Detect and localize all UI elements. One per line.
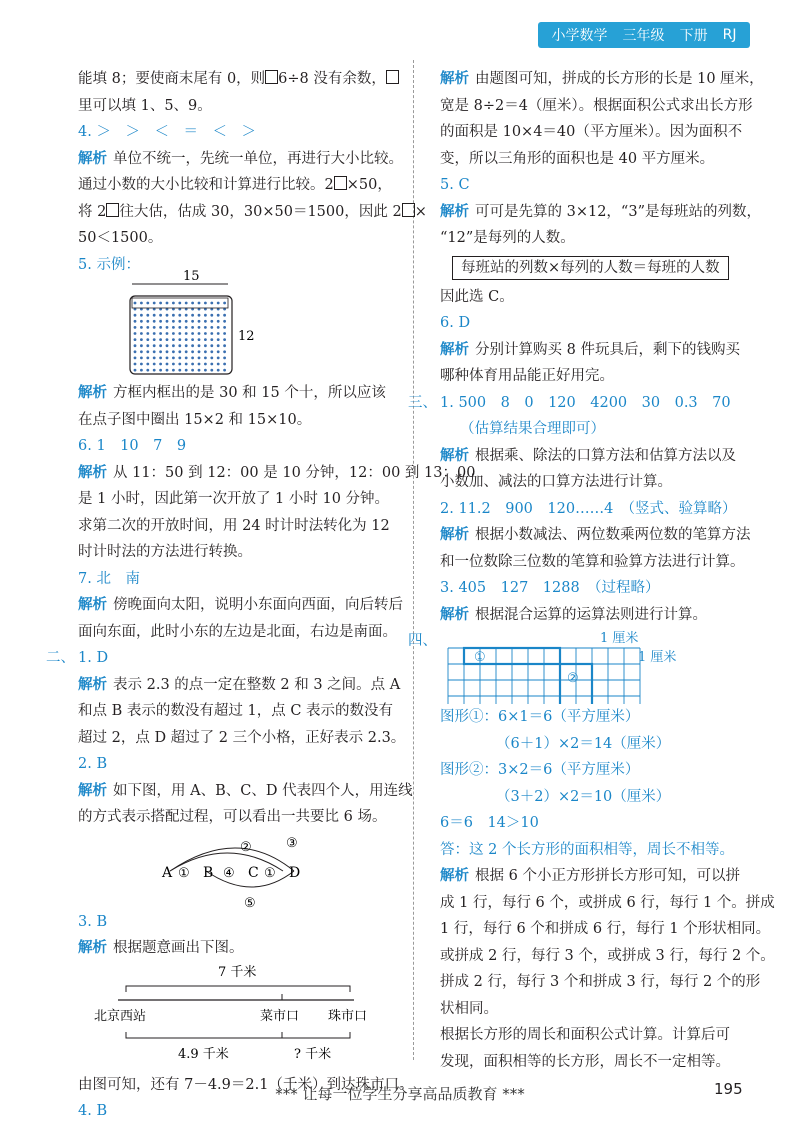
dot [146, 302, 149, 305]
answer-6: 6. 1 10 7 9 [78, 438, 187, 454]
text-line: 小数加、减法的口算方法进行计算。 [440, 474, 672, 490]
node-B: B [203, 864, 214, 881]
dot [210, 332, 213, 335]
dot [134, 314, 137, 317]
dot [204, 338, 207, 341]
analysis-s4: 解析 根据 6 个小正方形拼长方形可知，可以拼 [440, 868, 740, 884]
dot [134, 320, 137, 323]
text-line: 和一位数除三位数的笔算和验算方法进行计算。 [440, 553, 745, 570]
dot [223, 332, 226, 335]
segment-2: ? 千米 [294, 1046, 332, 1062]
analysis-s2q6: 解析 分别计算购买 8 件玩具后，剩下的钱购买 [440, 341, 740, 358]
segment-1: 4.9 千米 [178, 1046, 229, 1062]
dot [140, 344, 143, 347]
edition-label: RJ [722, 27, 737, 43]
dot [153, 363, 156, 366]
dot [159, 369, 162, 372]
dot [217, 369, 220, 372]
answer-4: 4. ＞ ＞ ＜ ＝ ＜ ＞ [78, 124, 256, 140]
grade-label: 三年级 [622, 28, 665, 44]
dot [166, 357, 169, 360]
match-2: ② [240, 839, 252, 855]
text-line: 拼成 2 行，每行 3 个和拼成 3 行，每行 2 个的形 [440, 974, 761, 990]
shape-2-perimeter: （3＋2）×2＝10（厘米） [496, 788, 671, 805]
dot [198, 350, 201, 353]
dot [146, 363, 149, 366]
dot [146, 338, 149, 341]
footer-slogan: *** 让每一位学生分享高品质教育 *** [275, 1085, 525, 1103]
shape-1-perimeter: （6＋1）×2＝14（厘米） [496, 735, 671, 752]
dot [172, 320, 175, 323]
shape-2-area: 图形②：3×2＝6（平方厘米） [440, 762, 640, 778]
label-15: 15 [183, 270, 200, 284]
match-diagram [78, 831, 396, 909]
section-4 [408, 628, 760, 704]
dot [223, 302, 226, 305]
match-4: ④ [223, 865, 235, 881]
analysis-s3q3: 解析 根据混合运算的运算法则进行计算。 [440, 606, 707, 623]
dot [166, 314, 169, 317]
dot [210, 338, 213, 341]
text-line: 1 行，每行 6 个和拼成 6 行，每行 1 个形状相同。 [440, 921, 771, 937]
answer-7: 7. 北 南 [78, 570, 140, 587]
dot [134, 332, 137, 335]
shape-1-label: ① [474, 650, 486, 665]
dot [217, 320, 220, 323]
analysis-s2q4: 解析 由题图可知，拼成的长方形的长是 10 厘米， [440, 71, 764, 87]
dot [146, 350, 149, 353]
dot [185, 369, 188, 372]
text-line: 或拼成 2 行，每行 3 个，或拼成 3 行，每行 2 个。 [440, 947, 775, 964]
dot [191, 357, 194, 360]
dot [146, 326, 149, 329]
dot [178, 320, 181, 323]
answer-s2q3: 3. B [78, 913, 108, 930]
dot [172, 363, 175, 366]
dot [166, 363, 169, 366]
text-line: 发现，面积相等的长方形，周长不一定相等。 [440, 1053, 730, 1070]
text-line: 哪种体育用品能正好用完。 [440, 368, 614, 384]
answer-s2q6: 6. D [440, 315, 471, 331]
text-line: 的面积是 10×4＝40（平方厘米）。因为面积不 [440, 124, 743, 140]
dot [198, 369, 201, 372]
blank-box [265, 70, 278, 84]
dot [204, 350, 207, 353]
dot [204, 344, 207, 347]
answer-5: 5. 示例： [78, 256, 140, 273]
text-line: “12”是每列的人数。 [440, 230, 575, 246]
dot [191, 338, 194, 341]
dot [172, 350, 175, 353]
unit-label-side: 1 厘米 [638, 650, 677, 665]
node-D: D [289, 864, 301, 881]
dot [191, 320, 194, 323]
dot [146, 314, 149, 317]
dot [178, 302, 181, 305]
estimate-note: （估算结果合理即可） [460, 421, 605, 437]
dot [178, 326, 181, 329]
dot-array [134, 302, 226, 372]
formula-box: 每班站的列数×每列的人数＝每班的人数 [452, 256, 729, 280]
label-12: 12 [238, 329, 255, 344]
dot [166, 338, 169, 341]
analysis-s2q5: 解析 可可是先算的 3×12，“3”是每班站的列数， [440, 203, 761, 220]
section-number: 三、 [408, 394, 437, 411]
dot [223, 320, 226, 323]
dot [185, 332, 188, 335]
dot [159, 344, 162, 347]
text-line: 时计时法的方法进行转换。 [78, 544, 252, 560]
header-banner [538, 22, 750, 48]
dot [153, 357, 156, 360]
answer-s3q3: 3. 405 127 1288 （过程略） [440, 580, 660, 596]
text-line: 求第二次的开放时间，用 24 时计时法转化为 12 [78, 517, 390, 534]
blank-box [386, 70, 399, 84]
analysis-s2q2: 解析 如下图，用 A、B、C、D 代表四个人，用连线 [78, 782, 413, 799]
dot [166, 350, 169, 353]
dot [223, 363, 226, 366]
text-line: 在点子图中圈出 15×2 和 15×10。 [78, 411, 312, 428]
dot [140, 369, 143, 372]
dot [159, 332, 162, 335]
dot [140, 320, 143, 323]
dot [223, 350, 226, 353]
dot [134, 369, 137, 372]
dot [204, 332, 207, 335]
text-line: 成 1 行，每行 6 个，或拼成 6 行，每行 1 个。拼成 [440, 894, 775, 911]
match-1: ① [178, 865, 190, 881]
conclusion: 答：这 2 个长方形的面积相等，周长不相等。 [440, 841, 734, 858]
text-line: 面向东面，此时小东的左边是北面，右边是南面。 [78, 623, 397, 640]
blank-box [106, 203, 119, 217]
answer-s3q2: 2. 11.2 900 120……4 （竖式、验算略） [440, 500, 737, 517]
dot [198, 332, 201, 335]
dot [153, 302, 156, 305]
dot [223, 369, 226, 372]
dot [153, 314, 156, 317]
dot [191, 326, 194, 329]
dot [223, 344, 226, 347]
analysis-5: 解析 方框内框出的是 30 和 15 个十，所以应该 [78, 385, 386, 401]
dot [204, 302, 207, 305]
dot [140, 363, 143, 366]
dot [159, 363, 162, 366]
section-number: 四、 [408, 633, 437, 649]
subject-label: 小学数学 [551, 28, 608, 44]
dot [178, 332, 181, 335]
volume-label: 下册 [679, 28, 708, 44]
dot [159, 326, 162, 329]
dot [172, 314, 175, 317]
station-mid: 菜市口 [260, 1008, 300, 1024]
dot [210, 350, 213, 353]
text-line: 和点 B 表示的数没有超过 1，点 C 表示的数没有 [78, 703, 394, 719]
dot [153, 332, 156, 335]
dot [217, 332, 220, 335]
dot [185, 338, 188, 341]
dot [153, 320, 156, 323]
dot [172, 332, 175, 335]
dot-grid-figure [128, 270, 328, 380]
dot [159, 350, 162, 353]
text-line: 通过小数的大小比较和计算进行比较。2 ×50， [78, 177, 392, 193]
dot [178, 338, 181, 341]
dot [153, 338, 156, 341]
dot [134, 338, 137, 341]
dot [210, 369, 213, 372]
station-end: 珠市口 [328, 1008, 368, 1024]
dot [159, 302, 162, 305]
text-line: 因此选 C。 [440, 288, 514, 305]
dot [185, 363, 188, 366]
dot [140, 326, 143, 329]
text-line: 是 1 小时，因此第一次开放了 1 小时 10 分钟。 [78, 491, 390, 507]
dot [198, 326, 201, 329]
text-line: 由图可知，还有 7－4.9＝2.1（千米）到达珠市口。 [78, 1076, 414, 1093]
unit-label-top: 1 厘米 [600, 631, 639, 646]
dot [217, 357, 220, 360]
shape-2-label: ② [567, 671, 579, 686]
section-2-q1: 二、 1. D [78, 645, 396, 672]
answer-s2q5: 5. C [440, 177, 470, 193]
match-5: ⑤ [244, 895, 256, 909]
dot [146, 332, 149, 335]
analysis-6: 解析 从 11：50 到 12：00 是 10 分钟，12：00 到 13：00 [78, 464, 476, 481]
dot [178, 357, 181, 360]
square-grid [440, 628, 760, 704]
dot [185, 357, 188, 360]
dot [166, 302, 169, 305]
dot [217, 338, 220, 341]
dot [217, 314, 220, 317]
text-line: 里可以填 1、5、9。 [78, 97, 212, 114]
dot [172, 369, 175, 372]
blank-box [402, 203, 415, 217]
dot [210, 363, 213, 366]
dot [153, 369, 156, 372]
dot [204, 363, 207, 366]
analysis-s3q1: 解析 根据乘、除法的口算方法和估算方法以及 [440, 447, 736, 464]
analysis-s2q3: 解析 根据题意画出下图。 [78, 940, 244, 956]
dot [204, 369, 207, 372]
dot [166, 320, 169, 323]
dot [172, 302, 175, 305]
blank-box [334, 176, 347, 190]
dot [178, 344, 181, 347]
dot [134, 350, 137, 353]
dot [204, 320, 207, 323]
dot [191, 332, 194, 335]
dot [140, 338, 143, 341]
dot [172, 357, 175, 360]
dot [191, 350, 194, 353]
dot [191, 363, 194, 366]
dot [153, 350, 156, 353]
dot [191, 369, 194, 372]
dot [210, 344, 213, 347]
dot [134, 344, 137, 347]
match-6: ① [264, 865, 276, 881]
dot [185, 302, 188, 305]
dot [185, 320, 188, 323]
section-3-q1: 三、 1. 500 8 0 120 4200 30 0.3 70 [440, 390, 760, 417]
dot [198, 320, 201, 323]
dot [178, 314, 181, 317]
dot [191, 302, 194, 305]
dot [178, 369, 181, 372]
dot [159, 320, 162, 323]
dot [166, 344, 169, 347]
text-line: 宽是 8÷2＝4（厘米）。根据面积公式求出长方形 [440, 97, 753, 114]
dot [217, 326, 220, 329]
dot [153, 344, 156, 347]
dot [172, 344, 175, 347]
dot [166, 326, 169, 329]
dot [191, 314, 194, 317]
page-number: 195 [714, 1080, 743, 1098]
dot [134, 326, 137, 329]
analysis-s2q1: 解析 表示 2.3 的点一定在整数 2 和 3 之间。点 A [78, 676, 401, 693]
text-line: 状相同。 [440, 1000, 498, 1017]
dot [223, 326, 226, 329]
analysis-7: 解析 傍晚面向太阳，说明小东面向西面，向后转后 [78, 597, 403, 613]
dot [185, 344, 188, 347]
section-number: 二、 [46, 650, 75, 666]
dot [185, 326, 188, 329]
node-A: A [162, 864, 173, 881]
dot [210, 357, 213, 360]
dot [166, 332, 169, 335]
text-line: 的方式表示搭配过程，可以看出一共要比 6 场。 [78, 809, 387, 825]
dot [134, 302, 137, 305]
text-line: 将 2 往大估，估成 30，30×50＝1500，因此 2 × [78, 203, 427, 220]
dot [140, 357, 143, 360]
answer-s2q4: 4. B [78, 1103, 108, 1119]
right-column [408, 66, 775, 1075]
dot [172, 326, 175, 329]
dot [210, 314, 213, 317]
dot [198, 363, 201, 366]
dot [223, 338, 226, 341]
dot [159, 357, 162, 360]
dot [210, 302, 213, 305]
dot [198, 344, 201, 347]
dot [198, 338, 201, 341]
dot [134, 363, 137, 366]
text-line: 50＜1500。 [78, 230, 163, 246]
analysis-tag: 解析 [78, 150, 107, 167]
analysis-4: 解析 单位不统一，先统一单位，再进行大小比较。 [78, 150, 403, 167]
dot [204, 326, 207, 329]
dot [172, 338, 175, 341]
route-diagram [78, 962, 396, 1072]
dot [166, 369, 169, 372]
node-C: C [248, 864, 259, 881]
dot [210, 326, 213, 329]
dot [198, 314, 201, 317]
dot [140, 332, 143, 335]
dot [153, 326, 156, 329]
analysis-s3q2: 解析 根据小数减法、两位数乘两位数的笔算方法 [440, 527, 751, 543]
answer-s2q2: 2. B [78, 756, 108, 772]
total-distance: 7 千米 [218, 964, 257, 980]
shape-1-area: 图形①：6×1＝6（平方厘米） [440, 709, 640, 725]
dot [217, 344, 220, 347]
dot [178, 363, 181, 366]
dot [140, 350, 143, 353]
dot [185, 350, 188, 353]
dot [191, 344, 194, 347]
station-start: 北京西站 [94, 1008, 147, 1024]
match-3: ③ [286, 835, 298, 851]
dot [223, 314, 226, 317]
dot [217, 350, 220, 353]
dot [159, 338, 162, 341]
dot [223, 357, 226, 360]
dot [140, 302, 143, 305]
text-line: 能填 8；要使商末尾有 0，则 6÷8 没有余数， [78, 66, 396, 93]
dot [204, 314, 207, 317]
dot [146, 344, 149, 347]
dot [185, 314, 188, 317]
text-line: 超过 2，点 D 超过了 2 三个小格，正好表示 2.3。 [78, 729, 406, 746]
dot [198, 357, 201, 360]
text-line: 变，所以三角形的面积也是 40 平方厘米。 [440, 150, 715, 167]
dot [217, 363, 220, 366]
dot [146, 369, 149, 372]
text-line: 根据长方形的周长和面积公式计算。计算后可 [440, 1027, 730, 1043]
comparison: 6＝6 14＞10 [440, 815, 539, 831]
dot [146, 320, 149, 323]
dot [140, 314, 143, 317]
dot [198, 302, 201, 305]
dot [159, 314, 162, 317]
dot [146, 357, 149, 360]
dot [178, 350, 181, 353]
dot [204, 357, 207, 360]
dot [217, 302, 220, 305]
dot [210, 320, 213, 323]
dot [134, 357, 137, 360]
